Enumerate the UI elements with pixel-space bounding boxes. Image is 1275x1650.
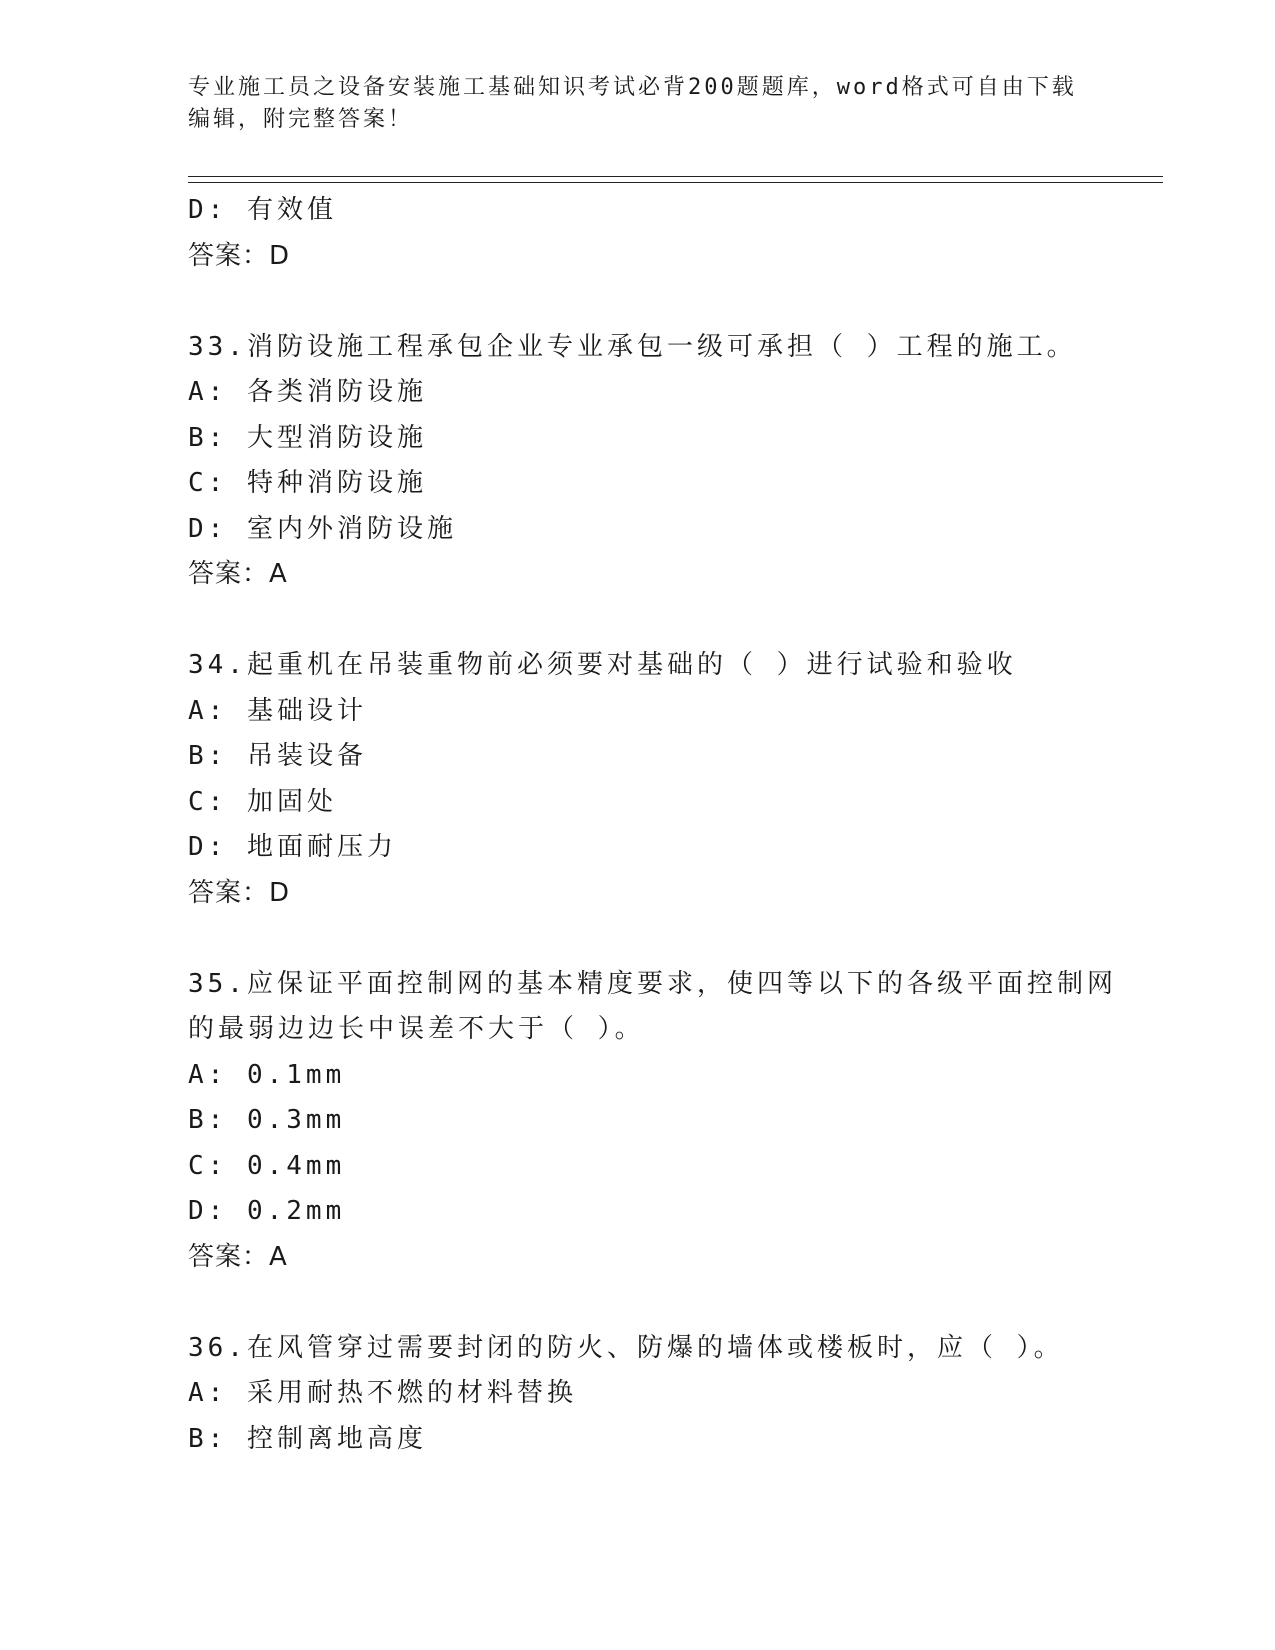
header-divider-top: [188, 176, 1163, 177]
option-c: C: 特种消防设施: [188, 468, 427, 498]
option-a: A: 0.1mm: [188, 1059, 346, 1090]
answer-line: 答案：D: [188, 877, 291, 908]
spacer: [188, 279, 1128, 325]
option-d: D: 有效值: [188, 195, 337, 225]
question-stem: 36.在风管穿过需要封闭的防火、防爆的墙体或楼板时，应（ ）。: [188, 1332, 1064, 1363]
document-header: [188, 72, 1088, 136]
spacer: [188, 1280, 1128, 1326]
question-34: [188, 643, 1128, 916]
header-divider-bottom: [188, 182, 1163, 183]
option-d: D: 地面耐压力: [188, 832, 397, 862]
option-a: A: 基础设计: [188, 695, 367, 726]
question-36: [188, 1326, 1128, 1463]
question-35: [188, 962, 1128, 1281]
answer-line: 答案：A: [188, 559, 288, 589]
header-line-2: 编辑，附完整答案！: [188, 107, 414, 132]
question-list: [188, 188, 1128, 1462]
question-stem-continued: 的最弱边边长中误差不大于（ ）。: [188, 1014, 645, 1044]
option-c: C: 加固处: [188, 786, 337, 817]
option-d: D: 室内外消防设施: [188, 513, 457, 544]
option-b: B: 控制离地高度: [188, 1423, 427, 1454]
option-d: D: 0.2mm: [188, 1196, 346, 1226]
question-stem: 34.起重机在吊装重物前必须要对基础的（ ）进行试验和验收: [188, 650, 1017, 680]
question-stem: 33.消防设施工程承包企业专业承包一级可承担（ ）工程的施工。: [188, 331, 1077, 362]
spacer: [188, 598, 1128, 644]
answer-line: 答案：A: [188, 1241, 288, 1272]
header-line-1: 专业施工员之设备安装施工基础知识考试必背200题题库，word格式可自由下载: [188, 75, 1077, 100]
question-stem: 35.应保证平面控制网的基本精度要求，使四等以下的各级平面控制网: [188, 968, 1117, 999]
question-33: [188, 325, 1128, 598]
option-a: A: 采用耐热不燃的材料替换: [188, 1378, 577, 1408]
option-a: A: 各类消防设施: [188, 377, 427, 407]
answer-line: 答案：D: [188, 240, 291, 271]
option-b: B: 大型消防设施: [188, 422, 427, 453]
option-b: B: 0.3mm: [188, 1105, 346, 1135]
option-c: C: 0.4mm: [188, 1150, 346, 1181]
spacer: [188, 916, 1128, 962]
option-b: B: 吊装设备: [188, 741, 367, 771]
